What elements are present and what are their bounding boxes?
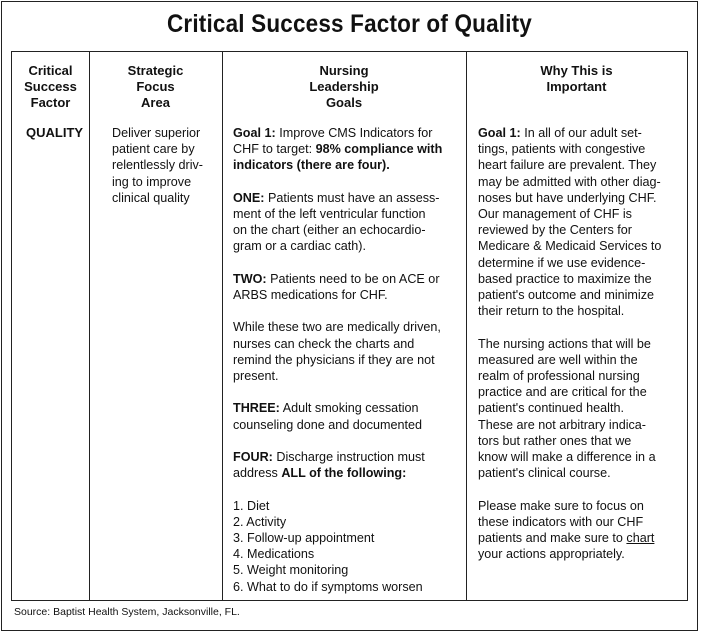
indicator-one bbox=[233, 190, 465, 255]
why-important-text bbox=[478, 125, 686, 579]
text-span: present. bbox=[233, 369, 279, 383]
page-title: Critical Success Factor of Quality bbox=[166, 10, 532, 38]
text-span: their return to the hospital. bbox=[478, 304, 625, 319]
text-span: Medicare & Medicaid Services to bbox=[478, 239, 662, 254]
header-line: Success bbox=[24, 79, 77, 95]
medical-note bbox=[233, 319, 465, 384]
text-span: Improve CMS Indicators for bbox=[275, 126, 433, 140]
text-span: While these two are medically driven, bbox=[233, 320, 441, 335]
text-span: Patients must have an assess- bbox=[264, 190, 440, 205]
indicator-label: TWO: bbox=[233, 271, 267, 286]
text-span: Our management of CHF is bbox=[478, 207, 632, 222]
text-span: address bbox=[233, 466, 282, 481]
header-line: Important bbox=[546, 79, 607, 95]
column-divider bbox=[89, 52, 90, 600]
rationale-para-3 bbox=[478, 498, 686, 563]
rationale-para-2 bbox=[478, 336, 686, 482]
header-line: Focus bbox=[136, 79, 175, 95]
text-span: Please make sure to focus on bbox=[478, 498, 644, 513]
goal1-block bbox=[233, 125, 465, 174]
text-line: patient care by bbox=[112, 142, 195, 157]
text-span: Adult smoking cessation bbox=[279, 401, 419, 416]
indicator-three bbox=[233, 400, 465, 432]
header-line: Leadership bbox=[309, 79, 379, 95]
text-span: remind the physicians if they are not bbox=[233, 352, 435, 367]
chart-underlined-word: chart bbox=[626, 531, 655, 546]
text-span: based practice to maximize the bbox=[478, 271, 652, 286]
header-why-important bbox=[466, 63, 687, 95]
list-item: 3. Follow-up appointment bbox=[233, 530, 375, 545]
discharge-list bbox=[233, 498, 465, 595]
text-span: heart failure are prevalent. They bbox=[478, 158, 657, 173]
text-span: patient's continued health. bbox=[478, 401, 624, 416]
source-note: Source: Baptist Health System, Jacksonville, FL. bbox=[14, 606, 240, 618]
header-line: Area bbox=[141, 95, 170, 111]
text-span: tors but rather ones that we bbox=[478, 433, 632, 448]
text-span: may be admitted with other diag- bbox=[478, 174, 661, 189]
critical-success-factor-value: QUALITY bbox=[26, 125, 84, 140]
header-line: Factor bbox=[30, 95, 71, 111]
header-strategic-focus-area bbox=[89, 63, 222, 112]
goal1-label: Goal 1: bbox=[233, 126, 276, 140]
indicator-label: FOUR: bbox=[233, 449, 273, 464]
goal1-label: Goal 1: bbox=[478, 126, 521, 140]
text-span: counseling done and documented bbox=[233, 417, 423, 432]
list-item: 1. Diet bbox=[233, 498, 270, 513]
indicator-two bbox=[233, 271, 465, 303]
column-divider bbox=[222, 52, 223, 600]
header-line: Critical bbox=[28, 63, 73, 78]
text-span: practice and are critical for the bbox=[478, 385, 647, 400]
rationale-para-1 bbox=[478, 125, 686, 319]
text-line: clinical quality bbox=[112, 190, 190, 205]
text-span: realm of professional nursing bbox=[478, 369, 640, 384]
text-span: determine if we use evidence- bbox=[478, 255, 646, 270]
text-line: Deliver superior bbox=[112, 126, 201, 140]
list-item: 6. What to do if symptoms worsen bbox=[233, 579, 423, 594]
list-item: 4. Medications bbox=[233, 547, 315, 562]
text-span: your actions appropriately. bbox=[478, 547, 625, 562]
text-span: patient's clinical course. bbox=[478, 466, 611, 481]
text-span: noses but have underlying CHF. bbox=[478, 190, 657, 205]
text-span: These are not arbitrary indica- bbox=[478, 417, 646, 432]
text-span: The nursing actions that will be bbox=[478, 336, 651, 351]
header-nursing-leadership-goals bbox=[222, 63, 466, 112]
header-line: Why This is bbox=[540, 63, 613, 78]
nursing-goals-text bbox=[233, 125, 465, 595]
text-span: patient's outcome and minimize bbox=[478, 288, 655, 303]
text-line: relentlessly driv- bbox=[112, 158, 203, 173]
list-item: 5. Weight monitoring bbox=[233, 563, 349, 578]
indicator-label: ONE: bbox=[233, 190, 265, 205]
indicator-four bbox=[233, 449, 465, 481]
text-span: ment of the left ventricular function bbox=[233, 207, 426, 221]
quality-table bbox=[11, 51, 688, 601]
strategic-focus-text bbox=[112, 125, 220, 206]
text-span: these indicators with our CHF bbox=[478, 514, 644, 529]
list-item: 2. Activity bbox=[233, 514, 287, 529]
indicator-label: THREE: bbox=[233, 401, 280, 416]
text-span: In all of our adult set- bbox=[520, 126, 642, 140]
text-span: ARBS medications for CHF. bbox=[233, 288, 388, 302]
text-span: Patients need to be on ACE or bbox=[266, 271, 440, 286]
header-line: Goals bbox=[325, 95, 363, 111]
text-span: Discharge instruction must bbox=[272, 449, 425, 464]
header-critical-success-factor bbox=[12, 63, 89, 112]
text-bold: indicators (there are four). bbox=[233, 158, 390, 173]
text-bold: ALL of the following: bbox=[281, 466, 407, 481]
text-line: ing to improve bbox=[112, 174, 192, 189]
text-span: reviewed by the Centers for bbox=[478, 223, 632, 238]
column-divider bbox=[466, 52, 467, 600]
text-span: measured are well within the bbox=[478, 352, 638, 367]
header-line: Strategic bbox=[127, 63, 184, 78]
text-span: gram or a cardiac cath). bbox=[233, 239, 366, 254]
text-span: CHF to target: bbox=[233, 142, 316, 157]
text-span: on the chart (either an echocardio- bbox=[233, 223, 426, 238]
text-bold: 98% compliance with bbox=[315, 142, 443, 157]
text-span: tings, patients with congestive bbox=[478, 142, 646, 157]
text-span: know will make a difference in a bbox=[478, 450, 656, 465]
text-span: nurses can check the charts and bbox=[233, 336, 415, 351]
text-span: patients and make sure to bbox=[478, 531, 627, 546]
header-line: Nursing bbox=[319, 63, 369, 78]
